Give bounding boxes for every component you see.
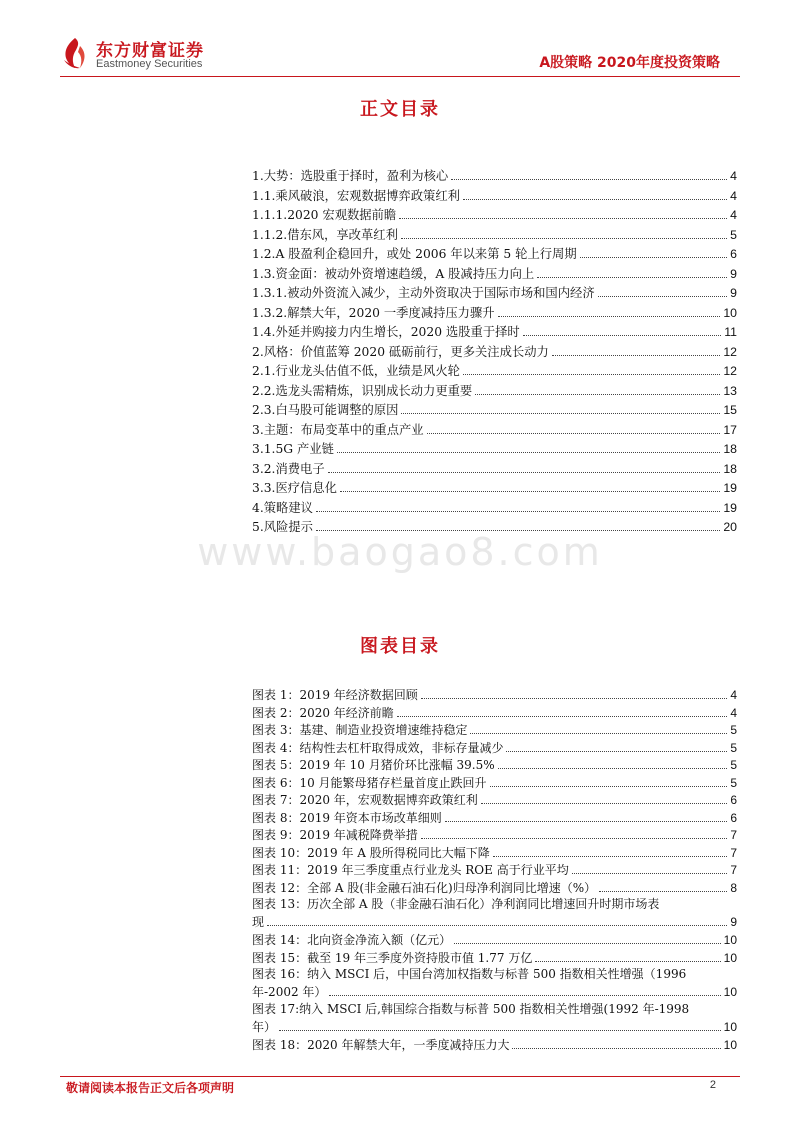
toc-entry[interactable] (252, 498, 737, 518)
figure-entry-page: 5 (730, 758, 737, 772)
figure-entry[interactable] (252, 826, 737, 844)
figure-entry[interactable] (252, 966, 737, 1001)
figure-entry-page: 9 (730, 914, 737, 929)
company-logo (60, 34, 240, 74)
toc-entry[interactable] (252, 342, 737, 362)
toc-entry-page: 19 (723, 481, 737, 495)
figure-entry[interactable] (252, 756, 737, 774)
toc-entry-page: 18 (723, 442, 737, 456)
figure-entry[interactable] (252, 791, 737, 809)
toc-entry[interactable] (252, 186, 737, 206)
figure-entry-text-cont: 现 (252, 914, 265, 929)
figure-entry-page: 7 (730, 845, 737, 860)
figure-entry-page: 8 (730, 880, 737, 895)
dot-leader (279, 1030, 721, 1031)
figure-entry-text: 图表 3：基建、制造业投资增速维持稳定 (252, 723, 468, 737)
page-header (0, 0, 800, 84)
figure-entry-text: 图表 8：2019 年资本市场改革细则 (252, 810, 442, 825)
dot-leader (329, 995, 720, 996)
figure-entry[interactable] (252, 721, 737, 739)
figure-entry-text-cont: 年-2002 年） (252, 984, 327, 999)
figure-entry-page: 10 (723, 933, 737, 947)
figure-entry-page: 10 (723, 950, 737, 965)
dot-leader (401, 413, 720, 414)
figure-entry-page: 10 (723, 984, 737, 999)
toc-entry-text: 3.2.消费电子 (252, 461, 325, 476)
toc-entry[interactable] (252, 478, 737, 498)
figures-list (252, 686, 737, 1054)
toc-entry[interactable] (252, 361, 737, 381)
dot-leader (493, 856, 728, 857)
figure-entry-page: 10 (723, 1019, 737, 1034)
toc-entry[interactable] (252, 166, 737, 186)
dot-leader (470, 733, 727, 734)
toc-entry-page: 10 (723, 305, 737, 320)
figure-entry-text: 图表 13：历次全部 A 股（非金融石油石化）净利润同比增速回升时期市场表 (252, 897, 660, 911)
toc-entry-page: 20 (723, 520, 737, 534)
figure-entry[interactable] (252, 774, 737, 792)
toc-title: 正文目录 (360, 99, 440, 120)
watermark: www.baogao8.com (197, 530, 603, 574)
toc-entry-page: 12 (723, 364, 737, 378)
toc-entry-text: 3.主题：布局变革中的重点产业 (252, 422, 424, 437)
toc-entry-text: 1.3.2.解禁大年，2020 一季度减持压力骤升 (252, 305, 495, 320)
dot-leader (463, 374, 720, 375)
figure-entry[interactable] (252, 739, 737, 757)
dot-leader (445, 821, 728, 822)
toc-entry-page: 11 (724, 325, 737, 339)
dot-leader (328, 472, 721, 473)
figure-entry-text: 图表 18：2020 年解禁大年，一季度减持压力大 (252, 1038, 510, 1052)
figure-entry[interactable] (252, 949, 737, 967)
toc-entry-text: 4.策略建议 (252, 500, 313, 515)
figure-entry[interactable] (252, 686, 737, 704)
toc-entry[interactable] (252, 225, 737, 245)
dot-leader (523, 335, 722, 336)
figure-entry[interactable] (252, 704, 737, 722)
figure-entry[interactable] (252, 1036, 737, 1054)
figure-entry[interactable] (252, 844, 737, 862)
figure-entry-text: 图表 17:纳入 MSCI 后,韩国综合指数与标普 500 指数相关性增强(1992 年-1998 (252, 1002, 690, 1016)
dot-leader (421, 698, 728, 699)
logo-english-name: Eastmoney Securities (96, 58, 203, 70)
toc-entry-text: 3.1.5G 产业链 (252, 442, 334, 456)
figure-entry-text-cont: 年） (252, 1019, 277, 1034)
toc-entry-text: 5.风险提示 (252, 520, 313, 534)
eastmoney-logo-icon (60, 36, 90, 70)
dot-leader (454, 943, 721, 944)
figure-entry-page: 4 (730, 688, 737, 702)
dot-leader (451, 179, 727, 180)
dot-leader (401, 238, 727, 239)
figure-entry-text: 图表 2：2020 年经济前瞻 (252, 705, 394, 720)
figure-entry-text: 图表 15：截至 19 年三季度外资持股市值 1.77 万亿 (252, 950, 533, 965)
toc-entry-page: 15 (723, 403, 737, 417)
dot-leader (316, 511, 720, 512)
toc-list (252, 166, 737, 537)
dot-leader (427, 433, 721, 434)
toc-entry-text: 1.1.1.2020 宏观数据前瞻 (252, 208, 397, 222)
dot-leader (397, 716, 728, 717)
figure-entry-page: 6 (730, 810, 737, 825)
toc-entry[interactable] (252, 400, 737, 420)
toc-entry-text: 1.4.外延并购接力内生增长，2020 选股重于择时 (252, 325, 520, 339)
figure-entry-text: 图表 12：全部 A 股(非金融石油石化)归母净利润同比增速（%） (252, 880, 597, 895)
toc-entry[interactable] (252, 459, 737, 479)
figure-entry-text: 图表 7：2020 年，宏观数据博弈政策红利 (252, 793, 478, 807)
figure-entry-text: 图表 11：2019 年三季度重点行业龙头 ROE 高于行业平均 (252, 863, 569, 877)
figure-entry-page: 10 (723, 1038, 737, 1052)
figure-entry-text: 图表 9：2019 年减税降费举措 (252, 828, 418, 842)
toc-entry-page: 5 (730, 227, 737, 242)
dot-leader (537, 277, 727, 278)
dot-leader (580, 257, 728, 258)
dot-leader (535, 961, 720, 962)
toc-entry-text: 2.2.选龙头需精炼，识别成长动力更重要 (252, 383, 473, 398)
dot-leader (552, 355, 721, 356)
toc-entry-text: 1.2.A 股盈利企稳回升，或处 2006 年以来第 5 轮上行周期 (252, 247, 577, 261)
figure-entry-text: 图表 4：结构性去杠杆取得成效，非标存量减少 (252, 740, 504, 755)
toc-entry-page: 9 (730, 266, 737, 281)
footer-disclaimer: 敬请阅读本报告正文后各项声明 (66, 1081, 235, 1095)
logo-chinese-name: 东方财富证券 (96, 41, 204, 61)
toc-entry-text: 3.3.医疗信息化 (252, 481, 337, 495)
footer-divider (60, 1076, 740, 1077)
toc-entry[interactable] (252, 283, 737, 303)
toc-entry[interactable] (252, 322, 737, 342)
header-divider (60, 76, 740, 77)
figure-entry[interactable] (252, 931, 737, 949)
figure-entry[interactable] (252, 809, 737, 827)
dot-leader (463, 199, 727, 200)
toc-entry-text: 2.风格：价值蓝筹 2020 砥砺前行，更多关注成长动力 (252, 344, 549, 359)
toc-entry-page: 9 (730, 286, 737, 300)
toc-entry-text: 1.3.1.被动外资流入减少，主动外资取决于国际市场和国内经济 (252, 286, 595, 300)
dot-leader (512, 1048, 720, 1049)
figure-entry-page: 6 (730, 793, 737, 807)
dot-leader (267, 925, 727, 926)
dot-leader (337, 452, 720, 453)
toc-entry-page: 17 (723, 422, 737, 437)
figure-entry[interactable] (252, 861, 737, 879)
toc-entry-page: 4 (730, 169, 737, 183)
toc-entry[interactable] (252, 303, 737, 323)
dot-leader (598, 296, 728, 297)
dot-leader (498, 316, 721, 317)
figure-entry-page: 7 (730, 828, 737, 842)
toc-entry-page: 4 (730, 188, 737, 203)
toc-entry-page: 13 (723, 383, 737, 398)
dot-leader (340, 491, 720, 492)
figure-entry-page: 4 (730, 705, 737, 720)
toc-entry-text: 1.1.2.借东风，享改革红利 (252, 227, 398, 242)
figure-entry-page: 5 (730, 740, 737, 755)
dot-leader (599, 891, 727, 892)
dot-leader (475, 394, 720, 395)
figure-entry-page: 5 (730, 723, 737, 737)
toc-entry-page: 19 (723, 500, 737, 515)
toc-entry[interactable] (252, 420, 737, 440)
dot-leader (421, 838, 728, 839)
dot-leader (481, 803, 728, 804)
toc-entry[interactable] (252, 244, 737, 264)
dot-leader (498, 768, 728, 769)
toc-entry-text: 2.1.行业龙头估值不低，业绩是风火轮 (252, 364, 460, 378)
report-title: A股策略 2020年度投资策略 (539, 55, 720, 71)
dot-leader (399, 218, 727, 219)
figure-entry-text: 图表 1：2019 年经济数据回顾 (252, 688, 418, 702)
figure-entry-text: 图表 5：2019 年 10 月猪价环比涨幅 39.5% (252, 758, 495, 772)
dot-leader (490, 786, 728, 787)
figure-entry-page: 7 (730, 863, 737, 877)
page-number: 2 (709, 1079, 716, 1091)
figure-entry[interactable] (252, 896, 737, 931)
dot-leader (506, 751, 727, 752)
toc-entry[interactable] (252, 439, 737, 459)
figure-entry[interactable] (252, 1001, 737, 1036)
toc-entry-text: 1.3.资金面：被动外资增速趋缓，A 股减持压力向上 (252, 266, 535, 281)
figure-entry-text: 图表 10：2019 年 A 股所得税同比大幅下降 (252, 845, 490, 860)
toc-entry-page: 18 (723, 461, 737, 476)
dot-leader (572, 873, 728, 874)
toc-entry-text: 2.3.白马股可能调整的原因 (252, 403, 399, 417)
toc-entry-text: 1.1.乘风破浪，宏观数据博弈政策红利 (252, 188, 460, 203)
figure-entry-text: 图表 16：纳入 MSCI 后，中国台湾加权指数与标普 500 指数相关性增强（1996 (252, 967, 687, 981)
figure-entry-text: 图表 14：北向资金净流入额（亿元） (252, 933, 452, 947)
toc-entry[interactable] (252, 205, 737, 225)
toc-entry-page: 4 (730, 208, 737, 222)
toc-entry[interactable] (252, 381, 737, 401)
figure-entry-text: 图表 6：10 月能繁母猪存栏量首度止跌回升 (252, 775, 487, 790)
figure-entry[interactable] (252, 879, 737, 897)
toc-entry-page: 12 (723, 344, 737, 359)
figures-title: 图表目录 (360, 636, 440, 657)
toc-entry-page: 6 (730, 247, 737, 261)
toc-entry-text: 1.大势：选股重于择时，盈利为核心 (252, 169, 449, 183)
toc-entry[interactable] (252, 264, 737, 284)
figure-entry-page: 5 (730, 775, 737, 790)
